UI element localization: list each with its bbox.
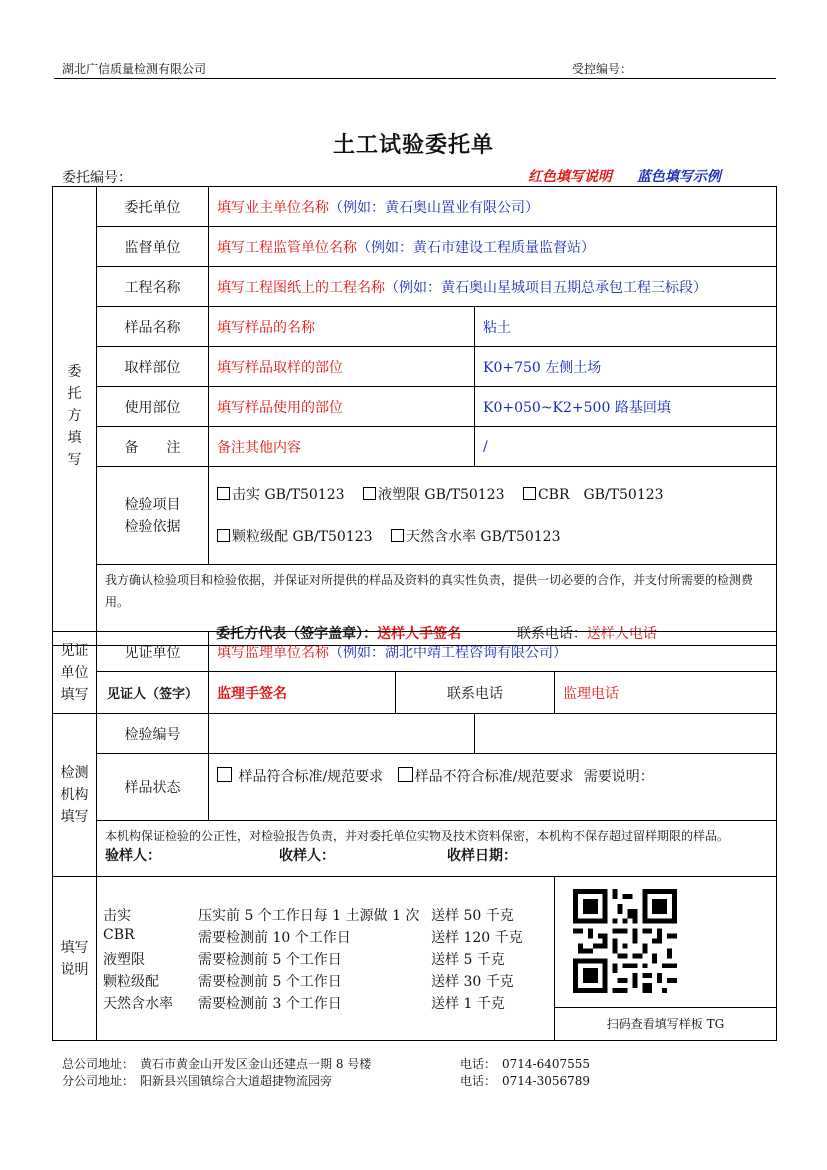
state-bad-option[interactable]: 样品不符合标准/规范要求: [388, 769, 574, 785]
order-number-label: 委托编号：: [62, 170, 132, 186]
row-label-remarks: 备 注: [97, 427, 209, 467]
option-compaction[interactable]: 击实 GB/T50123: [217, 484, 345, 506]
atterberg-checkbox[interactable]: [363, 487, 376, 500]
remarks-hint: 备注其他内容: [209, 427, 475, 467]
qr-code-icon[interactable]: [573, 889, 677, 993]
lab-statement-cell: [97, 821, 777, 877]
option-grading[interactable]: 颗粒级配 GB/T50123: [217, 526, 373, 548]
grading-checkbox[interactable]: [217, 529, 230, 542]
hq-phone: 电话： 0714-6407555: [460, 1057, 591, 1071]
option-moisture[interactable]: 天然含水率 GB/T50123: [391, 526, 561, 548]
state-ok-option[interactable]: 样品符合标准/规范要求: [217, 769, 383, 785]
witness-unit-label: 见证单位: [97, 632, 209, 672]
supervision-unit-field[interactable]: 填写工程监管单位名称（例如：黄石市建设工程质量监督站）: [209, 227, 777, 267]
commission-form: [52, 186, 777, 646]
note-req: 需要检测前 5 个工作日: [198, 951, 342, 968]
note-qty: 送样 1 千克: [431, 995, 505, 1012]
witness-person-field[interactable]: 监理手签名: [209, 672, 396, 714]
qr-caption: 扫码查看填写样板 TG: [555, 1007, 776, 1040]
sample-name-field[interactable]: 粘土: [475, 307, 777, 347]
witness-and-lab-form: [52, 631, 777, 1041]
branch-phone: 电话： 0714-3056789: [460, 1074, 591, 1088]
test-items-label: 检验项目 检验依据: [97, 467, 209, 565]
witness-phone-field[interactable]: 监理电话: [555, 672, 777, 714]
note-qty: 送样 30 千克: [431, 973, 514, 990]
note-req: 需要检测前 3 个工作日: [198, 995, 342, 1012]
row-label-sampling-location: 取样部位: [97, 347, 209, 387]
note-qty: 送样 5 千克: [431, 951, 505, 968]
test-number-label: 检验编号: [97, 714, 209, 754]
moisture-checkbox[interactable]: [391, 529, 404, 542]
sample-name-hint: 填写样品的名称: [209, 307, 475, 347]
client-declaration: 我方确认检验项目和检验依据，并保证对所提供的样品及资料的真实性负责，提供一切必要的合作，并支付所需要的检测费用。: [105, 573, 754, 609]
usage-location-hint: 填写样品使用的部位: [209, 387, 475, 427]
client-phone-value[interactable]: 送样人电话: [586, 626, 657, 642]
option-atterberg[interactable]: 液塑限 GB/T50123: [363, 484, 505, 506]
sampling-location-hint: 填写样品取样的部位: [209, 347, 475, 387]
client-signature-line: 委托方代表（签字盖章）：送样人手签名 联系电话：送样人电话: [216, 626, 657, 642]
hq-address: 总公司地址： 黄石市黄金山开发区金山还建点一期 8 号楼: [62, 1057, 372, 1071]
sample-state-label: 样品状态: [97, 754, 209, 821]
note-item: 颗粒级配: [103, 973, 159, 990]
control-number-label: 受控编号：: [572, 62, 633, 76]
note-item: 击实: [103, 907, 131, 924]
lab-signature-line: 验样人： 收样人： 收样日期：: [105, 848, 517, 864]
state-ok-checkbox[interactable]: [217, 767, 232, 782]
note-item: 液塑限: [103, 951, 145, 968]
witness-section-label: 见证单位填写: [53, 632, 97, 714]
state-bad-checkbox[interactable]: [398, 767, 413, 782]
note-item: CBR: [103, 926, 135, 943]
client-unit-field[interactable]: 填写业主单位名称（例如：黄石奥山置业有限公司）: [209, 187, 777, 227]
witness-phone-label: 联系电话: [396, 672, 555, 714]
company-name: 湖北广信质量检测有限公司: [62, 62, 207, 76]
notes-section-label: 填写说明: [53, 877, 97, 1041]
usage-location-field[interactable]: K0+050~K2+500 路基回填: [475, 387, 777, 427]
test-number-field[interactable]: [209, 714, 475, 754]
witness-unit-field[interactable]: 填写监理单位名称（例如：湖北中靖工程咨询有限公司）: [209, 632, 777, 672]
test-number-extra: [475, 714, 777, 754]
note-req: 需要检测前 10 个工作日: [198, 929, 351, 946]
legend-red: 红色填写说明: [528, 169, 612, 185]
project-name-field[interactable]: 填写工程图纸上的工程名称（例如：黄石奥山星城项目五期总承包工程三标段）: [209, 267, 777, 307]
note-req: 需要检测前 5 个工作日: [198, 973, 342, 990]
sampling-location-field[interactable]: K0+750 左侧土场: [475, 347, 777, 387]
color-legend: [528, 166, 721, 186]
row-label-usage-location: 使用部位: [97, 387, 209, 427]
row-label-sample-name: 样品名称: [97, 307, 209, 347]
note-req: 压实前 5 个工作日每 1 土源做 1 次: [198, 907, 420, 924]
branch-address: 分公司地址： 阳新县兴国镇综合大道超捷物流园旁: [62, 1074, 333, 1088]
state-note: 需要说明：: [583, 769, 654, 785]
remarks-field[interactable]: /: [475, 427, 777, 467]
row-label-project: 工程名称: [97, 267, 209, 307]
qr-cell: [555, 877, 777, 1041]
note-qty: 送样 120 千克: [431, 929, 523, 946]
form-title: 土工试验委托单: [332, 132, 494, 158]
legend-blue: 蓝色填写示例: [636, 169, 721, 185]
note-qty: 送样 50 千克: [431, 907, 514, 924]
sample-state-options: [209, 754, 777, 821]
option-cbr[interactable]: CBR GB/T50123: [523, 484, 664, 506]
lab-section-label: 检测机构填写: [53, 714, 97, 877]
note-item: 天然含水率: [103, 995, 173, 1012]
witness-person-label: 见证人（签字）: [97, 672, 209, 714]
cbr-checkbox[interactable]: [523, 487, 536, 500]
test-items-options: [209, 467, 777, 565]
lab-statement: 本机构保证检验的公正性，对检验报告负责，并对委托单位实物及技术资料保密，本机构不保存超过留样期限的样品。: [105, 829, 730, 843]
compaction-checkbox[interactable]: [217, 487, 230, 500]
client-section-label: 委托方填写: [53, 187, 97, 646]
notes-table: [97, 877, 555, 1041]
header-divider: [54, 78, 776, 79]
client-rep-value[interactable]: 送样人手签名: [377, 626, 462, 642]
row-label-client: 委托单位: [97, 187, 209, 227]
row-label-supervision: 监督单位: [97, 227, 209, 267]
